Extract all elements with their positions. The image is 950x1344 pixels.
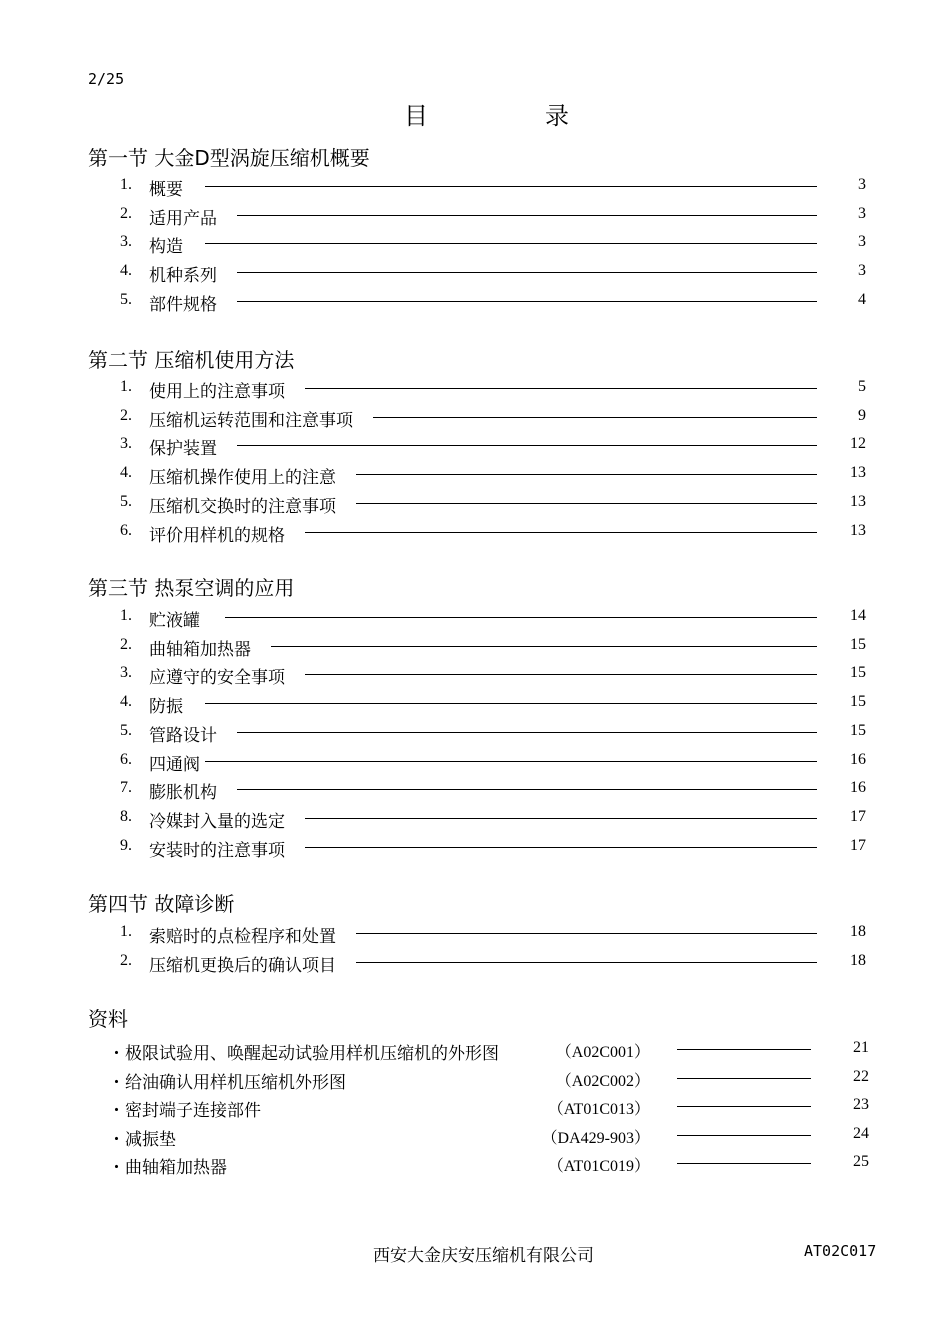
- footer-company: 西安大金庆安压缩机有限公司: [373, 1246, 594, 1265]
- leader-line: [305, 847, 817, 848]
- toc-item-number: 2.: [120, 951, 132, 969]
- appendix-item-code: （DA429-903）: [541, 1129, 650, 1147]
- page-title-part2: 录: [545, 102, 569, 130]
- leader-line: [225, 617, 817, 618]
- appendix-item-label: ・曲轴箱加热器: [108, 1158, 227, 1179]
- toc-item-page: 14: [850, 607, 866, 624]
- leader-line: [677, 1135, 811, 1136]
- leader-line: [677, 1163, 811, 1164]
- appendix-item-page: 22: [853, 1067, 869, 1085]
- page-number: 2/25: [88, 70, 125, 88]
- toc-item-page: 15: [850, 664, 866, 682]
- section-heading: 第二节 压缩机使用方法: [88, 348, 295, 372]
- toc-item-label: 膨胀机构: [149, 783, 217, 804]
- section-heading: 第一节 大金D型涡旋压缩机概要: [88, 146, 370, 170]
- appendix-item-code: （A02C001）: [555, 1044, 650, 1061]
- leader-line: [205, 761, 817, 762]
- toc-item-page: 5: [858, 378, 866, 395]
- leader-line: [237, 445, 817, 446]
- toc-item-number: 3.: [120, 435, 132, 453]
- leader-line: [305, 532, 817, 533]
- leader-line: [356, 962, 817, 963]
- section-heading: 第四节 故障诊断: [88, 892, 235, 916]
- leader-line: [237, 732, 817, 733]
- toc-item-page: 13: [850, 464, 866, 482]
- appendix-item-page: 23: [853, 1096, 869, 1114]
- appendix-item-label: ・密封端子连接部件: [108, 1101, 261, 1122]
- toc-item-label: 适用产品: [149, 208, 217, 229]
- footer-doc-code: AT02C017: [804, 1242, 877, 1260]
- toc-item-page: 9: [858, 406, 866, 424]
- leader-line: [237, 272, 817, 273]
- toc-item-label: 使用上的注意事项: [149, 382, 285, 402]
- toc-item-label: 压缩机交换时的注意事项: [149, 496, 336, 517]
- toc-item-page: 4: [858, 290, 866, 308]
- toc-item-page: 16: [850, 779, 866, 797]
- leader-line: [237, 301, 817, 302]
- leader-line: [205, 186, 817, 187]
- toc-item-page: 17: [850, 836, 866, 854]
- toc-item-page: 15: [850, 693, 866, 711]
- toc-item-number: 4.: [120, 262, 132, 280]
- leader-line: [677, 1106, 811, 1107]
- toc-item-page: 13: [850, 492, 866, 510]
- toc-item-number: 6.: [120, 750, 132, 768]
- appendix-item-code: （A02C002）: [555, 1072, 650, 1090]
- toc-item-label: 四通阀: [149, 754, 200, 775]
- toc-item-page: 15: [850, 635, 866, 653]
- leader-line: [677, 1049, 811, 1050]
- toc-item-number: 1.: [120, 923, 132, 940]
- leader-line: [205, 703, 817, 704]
- toc-item-label: 管路设计: [149, 725, 217, 746]
- toc-item-label: 应遵守的安全事项: [149, 668, 285, 689]
- section-heading: 第三节 热泵空调的应用: [88, 576, 295, 600]
- leader-line: [237, 789, 817, 790]
- toc-item-label: 安装时的注意事项: [149, 840, 285, 861]
- toc-item-page: 17: [850, 807, 866, 825]
- toc-item-label: 评价用样机的规格: [149, 525, 285, 546]
- toc-item-page: 18: [850, 923, 866, 940]
- appendix-heading: 资料: [88, 1007, 128, 1031]
- toc-item-label: 部件规格: [149, 294, 217, 315]
- appendix-item-label: ・给油确认用样机压缩机外形图: [108, 1072, 346, 1093]
- toc-item-label: 防振: [149, 697, 183, 718]
- toc-item-number: 1.: [120, 176, 132, 193]
- leader-line: [271, 646, 817, 647]
- toc-item-number: 1.: [120, 607, 132, 624]
- toc-item-number: 5.: [120, 492, 132, 510]
- leader-line: [356, 933, 817, 934]
- toc-item-number: 4.: [120, 693, 132, 711]
- appendix-item-code: （AT01C013）: [547, 1101, 650, 1119]
- toc-item-number: 2.: [120, 635, 132, 653]
- leader-line: [677, 1078, 811, 1079]
- leader-line: [356, 474, 817, 475]
- toc-item-label: 冷媒封入量的选定: [149, 811, 285, 832]
- toc-item-number: 3.: [120, 233, 132, 251]
- toc-item-page: 13: [850, 521, 866, 539]
- leader-line: [305, 818, 817, 819]
- toc-item-label: 压缩机操作使用上的注意: [149, 468, 336, 489]
- leader-line: [373, 417, 817, 418]
- toc-item-label: 构造: [149, 237, 183, 258]
- toc-item-number: 9.: [120, 836, 132, 854]
- toc-item-label: 压缩机运转范围和注意事项: [149, 410, 353, 431]
- appendix-item-page: 21: [853, 1039, 869, 1056]
- toc-item-number: 6.: [120, 521, 132, 539]
- leader-line: [305, 674, 817, 675]
- toc-item-label: 索赔时的点检程序和处置: [149, 927, 336, 947]
- appendix-item-page: 24: [853, 1124, 869, 1142]
- toc-item-label: 概要: [149, 180, 183, 200]
- toc-item-label: 压缩机更换后的确认项目: [149, 955, 336, 976]
- toc-item-number: 5.: [120, 290, 132, 308]
- toc-item-label: 贮液罐: [149, 611, 200, 631]
- toc-item-number: 7.: [120, 779, 132, 797]
- appendix-item-label: ・极限试验用、唤醒起动试验用样机压缩机的外形图: [108, 1044, 499, 1064]
- toc-item-number: 8.: [120, 807, 132, 825]
- toc-item-label: 保护装置: [149, 439, 217, 460]
- toc-item-page: 16: [850, 750, 866, 768]
- toc-item-label: 曲轴箱加热器: [149, 639, 251, 660]
- toc-item-page: 3: [858, 204, 866, 222]
- toc-item-number: 4.: [120, 464, 132, 482]
- appendix-item-code: （AT01C019）: [547, 1158, 650, 1176]
- toc-item-page: 3: [858, 176, 866, 193]
- toc-item-number: 3.: [120, 664, 132, 682]
- toc-item-number: 5.: [120, 721, 132, 739]
- toc-item-page: 3: [858, 262, 866, 280]
- toc-item-page: 3: [858, 233, 866, 251]
- page-title-part1: 目: [404, 102, 428, 130]
- leader-line: [237, 215, 817, 216]
- toc-item-number: 1.: [120, 378, 132, 395]
- toc-item-page: 18: [850, 951, 866, 969]
- toc-item-number: 2.: [120, 204, 132, 222]
- leader-line: [305, 388, 817, 389]
- toc-item-label: 机种系列: [149, 266, 217, 287]
- toc-item-page: 15: [850, 721, 866, 739]
- leader-line: [356, 503, 817, 504]
- toc-item-page: 12: [850, 435, 866, 453]
- leader-line: [205, 243, 817, 244]
- toc-item-number: 2.: [120, 406, 132, 424]
- appendix-item-page: 25: [853, 1153, 869, 1171]
- appendix-item-label: ・减振垫: [108, 1129, 176, 1150]
